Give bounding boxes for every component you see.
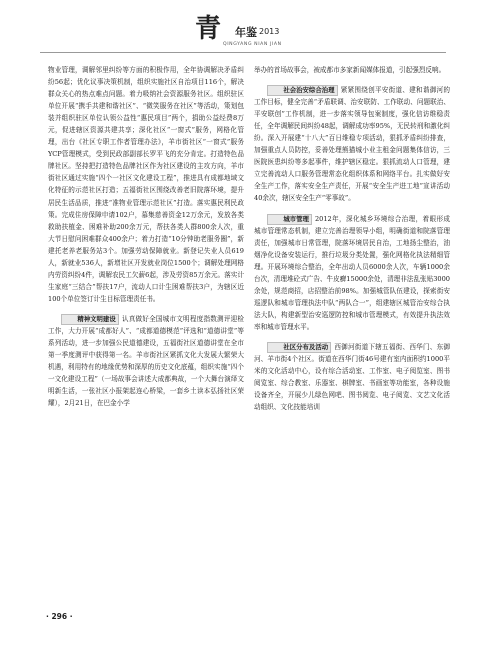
section-urban-management xyxy=(254,213,450,333)
section-public-security xyxy=(254,84,450,204)
right-column xyxy=(254,64,450,609)
paragraph xyxy=(48,313,244,409)
page-header xyxy=(0,0,480,62)
section-text: 西御河街道下辖五福街、西华门、东御河、羊市街4个社区。街道在西华门街46号建有室内面积约1000平米的文化活动中心，设有综合活动室、工作室、电子阅览室、图书阅览室、综合教室、乐器室、棋牌室、书画室等功能室，各种设施设备齐全，开展少儿绿色网吧、图书阅览、电子阅览、文艺文化活动组织、文化技能培训 xyxy=(254,342,450,412)
logo-character-jian: 鉴 xyxy=(246,26,257,39)
header-divider xyxy=(40,52,446,53)
section-community-distribution xyxy=(254,341,450,413)
section-heading: 精神文明建设 xyxy=(61,314,119,325)
section-continued xyxy=(254,64,450,76)
paragraph: 举办的首场故事会，被成都市多家新闻媒体报道，引起强烈反响。 xyxy=(254,66,446,74)
logo-character: 青 xyxy=(195,14,222,44)
section-text: 2012年，深化城乡环境综合治理，着眼形成城市管理常态机制，建立完善治理领导小组，明确街道和院落管理责任，加强城市日常管理，院落环境居民自治，工地扬尘整治，油烟净化设备安装运行，推行垃圾分类处置，强化网格化执法精细管理。开展环境综合整治，全年出动人员6000余人次，车辆1000余台次，清理堆砼式广告、牛皮癣15000余处，清理非法乱张贴3000余处，规范商招，店招整治前98%。加强城管队伍建设，探索街安巡逻队和城市管理执法中队“两队合一”，组建辖区城管治安综合执法大队，构建新型治安巡逻防控和城市管理模式，有效提升执法效率和城市管理水平。 xyxy=(254,214,450,331)
logo-pinyin: QINGYANG NIAN JIAN xyxy=(223,42,282,47)
paragraph xyxy=(254,213,450,333)
section-text: 认真做好全国城市文明程度指数测评迎检工作，大力开展“成都好人”、“成都道德模范”评选和“道德讲堂”等系列活动，进一步加强公民道德建设，五福街社区道德讲堂在全市第一季度测评中获得第一名。羊市街社区紧抓文化大发展大繁荣大机遇，利用特有的地缘优势和深厚的历史文化底蕴，组织实施“四个一文化建设工程”（一场故事会讲述大成都典故，一个大舞台演绎文明新生活，一张社区小报架起连心桥梁，一套乡土读本弘扬社区荣耀），2月21日，在巴金小学 xyxy=(48,314,244,408)
section-text: 紧紧围绕创平安街道、建和谐御河的工作目标，健全完善“矛盾联调、治安联防、工作联动、问题联治、平安联创”工作机制，进一步落实领导包案制度，强化信访维稳责任，全年调解民间纠纷48起，调解成功率95%，无民转刑和激化纠纷。深入开展建“十八大”百日维稳专项活动，狠抓矛盾纠纷排查，加强重点人员防控，妥善处理熊猫城小业主租金问题集体信访，三医院医患纠纷等多起事件，维护辖区稳定。狠抓流动人口管理，建立完善流动人口服务管理常态化组织体系和网络平台。扎实做好安全生产工作，落实安全生产责任，开展“安全生产进工地”宣讲活动40余次，辖区安全生产“零事故”。 xyxy=(254,86,450,203)
yearbook-logo xyxy=(185,6,305,50)
paragraph xyxy=(254,341,450,413)
paragraph: 物业管理，调解邻里纠纷等方面的积极作用，全年协调解决矛盾纠纷56起；优化议事决策机制，组织实施社区自治项目116个，解决群众关心的热点难点问题。着力吸纳社会资源服务社区。组织驻区单位开展“携手共建和谐社区”、“微笑服务在社区”等活动，策划包装并组织驻区单位认领公益性“惠民项目”两个，捐助公益经费8万元，促进辖区资源共建共享；深化社区“一窗式”服务，网格化管理，出台《社区专职工作者管理办法》，羊市街社区“一窗式”服务YCP管理模式，受到民政部副部长罗平飞的充分肯定。打造特色品牌社区。坚持把打造特色品牌社区作为社区建设的主攻方向，羊市街社区通过实施“四个一社区文化建设工程”，推进具有成都地域文化特征的示范社区打造；五福街社区围绕改善老旧院落环境，提升居民生活品质，推进“准物业管理示范社区”打造。落实惠民利民政策。完成住房保障申请102户，慕集慈善资金12万余元，发放各类救助扶植金、困难补助200余万元，帮扶各类人群800余人次，重大节日慰问困难群众400余户；着力打造“10分钟助老服务圈”，新建托老养老服务站3个。加强劳动保障就业。新登记失业人员619人，新就业536人，新增社区开发就业岗位1500个；调解处理网格内劳资纠纷4件，调解农民工欠薪6起，涉及劳资85万余元。落实计生家庭“三结合”帮扶17户，流动人口计生困难帮扶3户，为辖区近100个单位签订计生目标管理责任书。 xyxy=(48,66,244,303)
paragraph xyxy=(254,84,450,204)
section-spiritual-civilization xyxy=(48,313,244,409)
left-column xyxy=(48,64,244,609)
section-heading: 城市管理 xyxy=(267,214,312,225)
logo-character-small xyxy=(235,24,257,40)
logo-year: 2013 xyxy=(259,27,280,36)
section-heading: 社会治安综合治理 xyxy=(267,85,337,96)
section-heading: 社区分布及活动 xyxy=(267,342,331,353)
page-number: · 296 · xyxy=(46,612,73,621)
section-community-services xyxy=(48,64,244,305)
logo-character-nian: 年 xyxy=(235,26,246,39)
